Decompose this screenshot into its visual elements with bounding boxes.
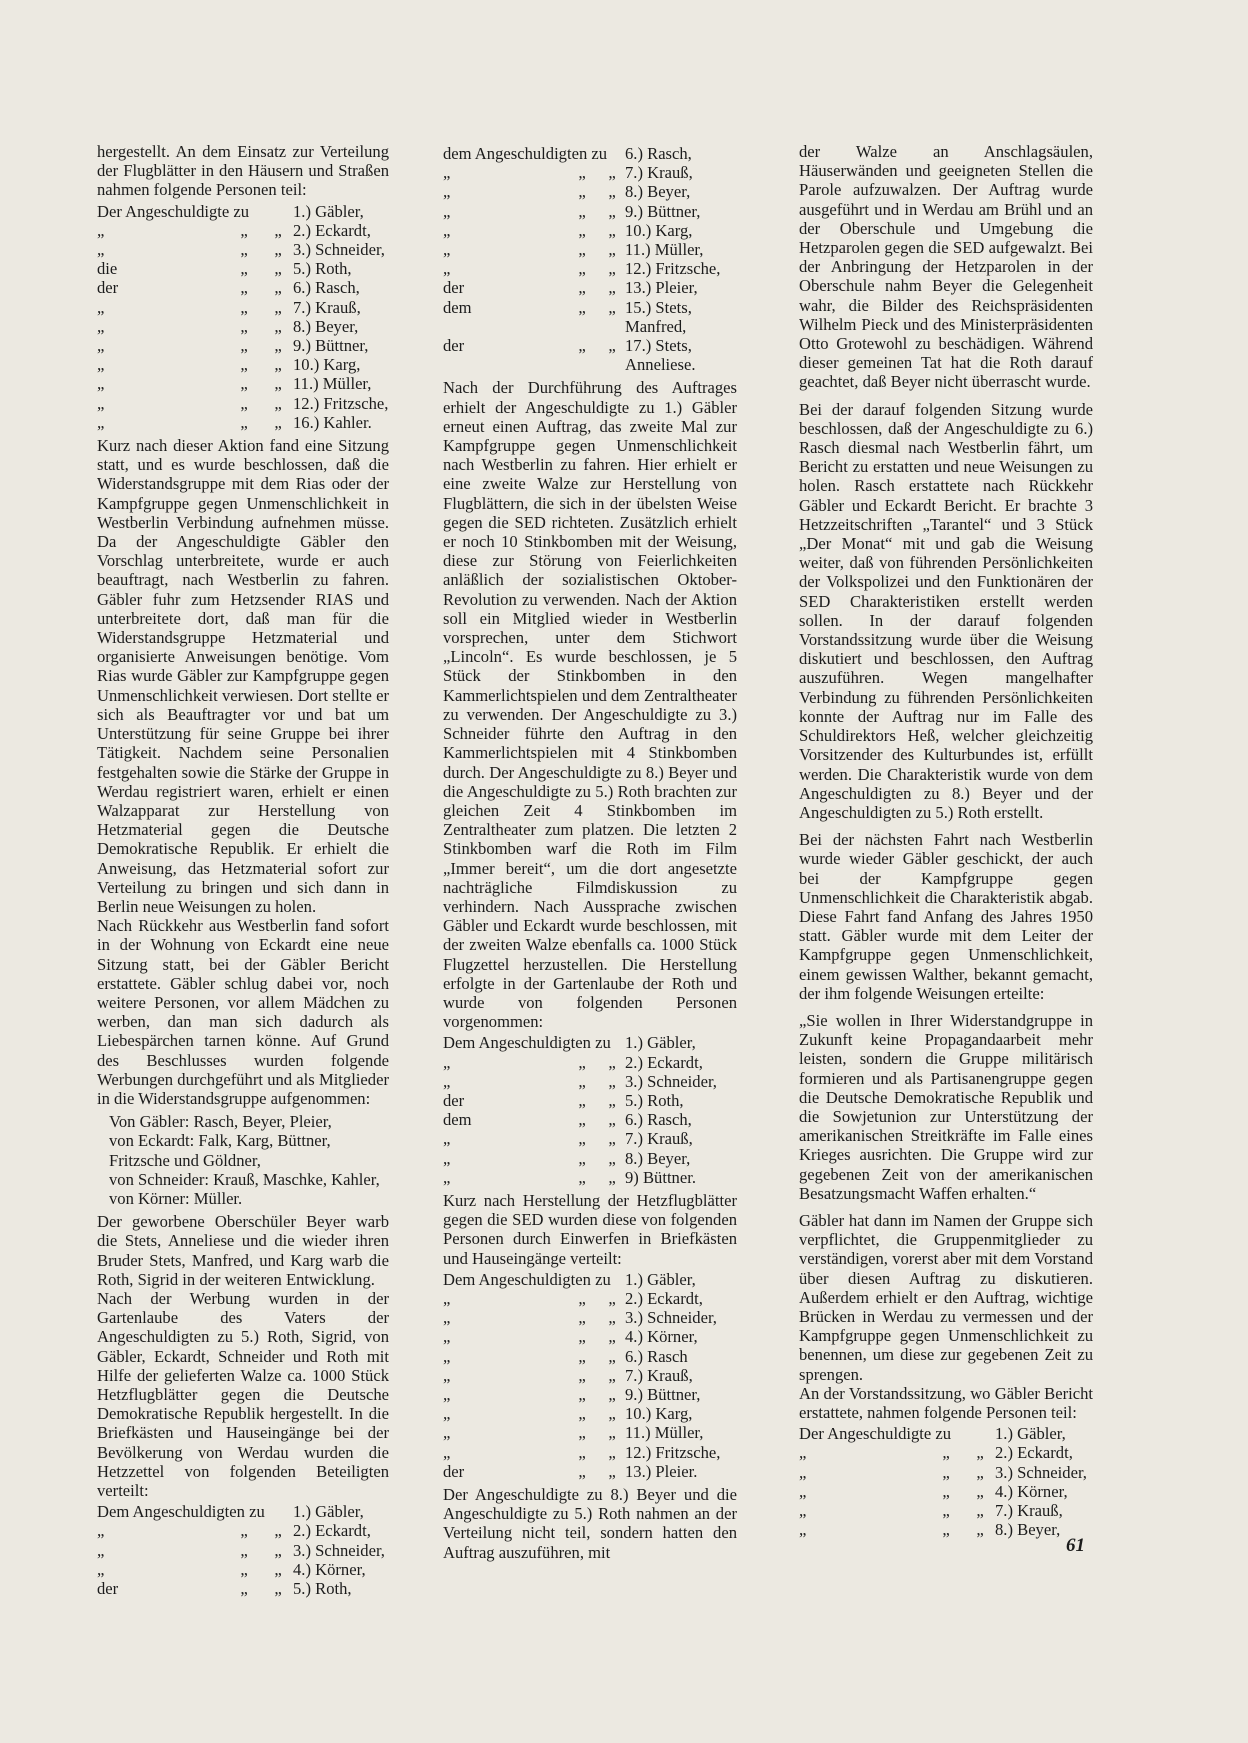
list-cell: die — [97, 259, 118, 279]
list-cell: „ — [608, 1167, 616, 1187]
list-row — [97, 1541, 389, 1560]
list-row — [97, 1521, 389, 1540]
list-cell: „ — [578, 1167, 586, 1187]
column-2 — [443, 142, 737, 1562]
list-cell: „ — [97, 220, 105, 240]
list-cell: „ — [274, 1521, 282, 1541]
list-row — [443, 163, 737, 182]
list-row — [443, 144, 737, 163]
list-cell: „ — [578, 1327, 586, 1347]
list-cell: „ — [942, 1481, 950, 1501]
person-name: 2.) Eckardt, — [293, 220, 371, 240]
list-cell: „ — [578, 1129, 586, 1149]
list-cell: „ — [443, 1423, 451, 1443]
list-cell: „ — [608, 1423, 616, 1443]
list-cell — [263, 1502, 293, 1521]
list-cell: „ — [578, 1404, 586, 1424]
list-row — [97, 278, 389, 297]
person-name: 7.) Krauß, — [293, 297, 361, 317]
list-cell: „ — [578, 336, 586, 356]
list-cell: „ — [274, 240, 282, 260]
list-cell — [599, 1270, 625, 1289]
person-name: 6.) Rasch, — [625, 144, 692, 163]
person-name: 8.) Beyer, — [995, 1520, 1061, 1540]
list-cell: „ — [443, 182, 451, 202]
list-cell: „ — [443, 1346, 451, 1366]
list-cell: „ — [97, 374, 105, 394]
list-cell: „ — [608, 1404, 616, 1424]
list-cell: dem Angeschuldigten zu — [443, 144, 608, 163]
paragraph: Bei der nächsten Fahrt nach Westberlin wurde wieder Gäbler geschickt, der auch bei der Kampfgruppe gegen Unmenschlichkeit die Charakteristik abgab. Diese Fahrt fand Anfang des Jahres 1950 statt. Gäbler wurde mit dem Leiter der Kampfgruppe gegen Unmenschlichkeit, einem gewissen Walther, bekannt gemacht, der ihm folgende Weisungen erteilte: — [799, 830, 1093, 1003]
list-row — [443, 1347, 737, 1366]
list-cell: „ — [240, 412, 248, 432]
list-row — [97, 259, 389, 278]
list-cell: „ — [976, 1501, 984, 1521]
list-cell: „ — [240, 1540, 248, 1560]
list-row — [443, 1129, 737, 1148]
person-name: 10.) Karg, — [625, 220, 693, 240]
list-cell: „ — [578, 1052, 586, 1072]
list-row — [799, 1501, 1093, 1520]
list-cell: „ — [443, 1327, 451, 1347]
list-cell: „ — [240, 259, 248, 279]
list-cell: „ — [274, 297, 282, 317]
list-row — [443, 1423, 737, 1442]
list-cell: „ — [799, 1520, 807, 1540]
list-cell: „ — [240, 1579, 248, 1599]
person-name: 5.) Roth, — [293, 259, 352, 279]
recruit-line: von Eckardt: Falk, Karg, Büttner, Fritzsche und Göldner, — [109, 1131, 331, 1170]
page-number: 61 — [1066, 1535, 1085, 1556]
list-cell: „ — [608, 1327, 616, 1347]
list-cell: „ — [578, 1288, 586, 1308]
list-cell: „ — [608, 1052, 616, 1072]
paragraph: Nach der Werbung wurden in der Gartenlaube des Vaters der Angeschuldigten zu 5.) Roth, Sigrid, von Gäbler, Eckardt, Schneider und Roth mit Hilfe der gelieferten Walze ca. 1000 Stück Hetzflugblätter gegen die Deutsche Demokratische Republik hergestellt. In die Briefkästen und Hauseingänge bei der Bevölkerung von Werdau wurden die Hetzzettel von folgenden Beteiligten verteilt: — [97, 1288, 389, 1501]
list-cell — [927, 1424, 965, 1443]
list-cell: „ — [578, 220, 586, 240]
person-name: 11.) Müller, — [625, 240, 704, 260]
list-cell: „ — [608, 1090, 616, 1110]
person-name: 8.) Beyer, — [293, 316, 359, 336]
list-cell: „ — [608, 259, 616, 279]
person-name: 3.) Schneider, — [293, 1540, 385, 1560]
list-cell — [225, 1502, 263, 1521]
list-cell — [565, 1270, 599, 1289]
list-cell: „ — [443, 1308, 451, 1328]
list-cell: „ — [608, 182, 616, 202]
list-cell: „ — [942, 1443, 950, 1463]
person-list — [799, 1424, 1093, 1539]
person-name: 8.) Beyer, — [625, 182, 691, 202]
list-cell: Dem Angeschuldigten zu — [443, 1269, 611, 1289]
list-row — [97, 336, 389, 355]
list-cell: „ — [443, 1404, 451, 1424]
person-list — [97, 1502, 389, 1598]
list-cell: „ — [942, 1462, 950, 1482]
person-name: 11.) Müller, — [625, 1423, 704, 1443]
list-cell: „ — [240, 240, 248, 260]
list-cell: „ — [274, 220, 282, 240]
list-row — [443, 1366, 737, 1385]
person-name: 1.) Gäbler, — [625, 1033, 696, 1053]
list-row — [799, 1482, 1093, 1501]
paragraph: Nach der Durchführung des Auftrages erhielt der Angeschuldigte zu 1.) Gäbler erneut einen Auftrag, das zweite Mal zur Kampfgruppe gegen Unmenschlichkeit nach Westberlin zu fahren. Hier erhielt er eine zweite Walze zur Herstellung von Flugblättern, die sich in der übelsten Weise gegen die SED richteten. Zusätzlich erhielt er noch 10 Stinkbomben mit der Weisung, diese zur Störung von Feierlichkeiten anläßlich der sozialistischen Oktober-Revolution zu verwenden. Nach der Aktion soll ein Mitglied wieder in Westberlin vorsprechen, unter dem Stichwort „Lincoln“. Es wurde beschlossen, je 5 Stück der Stinkbomben in den Kammerlichtspielen und dem Zentraltheater zu verwenden. Der Angeschuldigte zu 3.) Schneider führte den Auftrag in den Kammerlichtspielen mit 4 Stinkbomben durch. Der Angeschuldigte zu 8.) Beyer und die Angeschuldigte zu 5.) Roth brachten zur gleichen Zeit 4 Stinkbomben im Zentraltheater zum platzen. Die letzten 2 Stinkbomben warf die Roth im Film „Immer bereit“, um die dort angesetzte nachträgliche Filmdiskussion zu verhindern. Nach Aussprache zwischen Gäbler und Eckardt wurde beschlossen, mit der zweiten Walze ebenfalls ca. 1000 Stück Flugzettel herzustellen. Die Herstellung erfolgte in der Gartenlaube der Roth und wurde von folgenden Personen vorgenommen: — [443, 378, 737, 1032]
list-cell — [225, 202, 263, 221]
list-cell: „ — [274, 336, 282, 356]
list-cell: „ — [443, 1365, 451, 1385]
person-name: 9.) Büttner, — [625, 201, 701, 221]
paragraph: Kurz nach dieser Aktion fand eine Sitzung statt, und es wurde beschlossen, daß die Widerstandsgruppe mit dem Rias oder der Kampfgruppe gegen Unmenschlichkeit in Westberlin Verbindung aufnehmen müsse. Da der Angeschuldigte Gäbler den Vorschlag unterbreitete, wurde er auch beauftragt, nach Westberlin zu fahren. Gäbler fuhr zum Hetzsender RIAS und unterbreitete dort, daß man für die Widerstandsgruppe Hetzmaterial und organisierte Anweisungen benötige. Vom Rias wurde Gäbler zur Kampfgruppe gegen Unmenschlichkeit verwiesen. Dort stellte er sich als Beauftragter vor und bat um Unterstützung für seine Gruppe bei ihrer Tätigkeit. Nachdem seine Personalien festgehalten sowie die Stärke der Gruppe in Werdau registriert waren, erhielt er einen Walzapparat zur Herstellung von Hetzmaterial gegen die Deutsche Demokratische Republik. Er erhielt die Anweisung, das Hetzmaterial sofort zur Verteilung zu bringen und sich dann in Berlin neue Weisungen zu holen. — [97, 436, 389, 916]
list-row — [799, 1520, 1093, 1539]
list-cell: „ — [608, 278, 616, 298]
list-row — [97, 1579, 389, 1598]
list-cell: „ — [608, 1288, 616, 1308]
list-row — [443, 1289, 737, 1308]
person-name: 16.) Kahler. — [293, 412, 372, 432]
list-cell: „ — [976, 1443, 984, 1463]
list-row — [443, 355, 737, 374]
recruit-line: von Körner: Müller. — [109, 1188, 243, 1208]
list-cell: „ — [608, 1365, 616, 1385]
list-cell: „ — [608, 220, 616, 240]
person-name: 17.) Stets, — [625, 336, 692, 356]
person-name: 12.) Fritzsche, — [625, 1442, 721, 1462]
list-cell: „ — [578, 1442, 586, 1462]
list-cell: der — [97, 1579, 119, 1599]
paragraph: Gäbler hat dann im Namen der Gruppe sich verpflichtet, die Gruppenmitglieder zu verständigen, vorerst aber mit dem Vorstand über diesen Auftrag zu diskutieren. Außerdem erhielt er den Auftrag, wichtige Brücken in Werdau zu vermessen und der Kampfgruppe gegen Unmenschlichkeit zu benennen, um diese zur gegebenen Zeit zu sprengen. — [799, 1210, 1093, 1384]
list-cell: „ — [97, 1559, 105, 1579]
list-row — [443, 336, 737, 355]
paragraph: An der Vorstandssitzung, wo Gäbler Bericht erstattete, nahmen folgende Personen teil: — [799, 1383, 1093, 1422]
list-row — [443, 240, 737, 259]
person-name: 5.) Roth, — [625, 1090, 684, 1110]
list-cell: „ — [578, 1423, 586, 1443]
person-name: 1.) Gäbler, — [293, 201, 364, 221]
list-cell: „ — [799, 1443, 807, 1463]
list-row — [443, 1270, 737, 1289]
list-cell: „ — [240, 316, 248, 336]
list-cell — [443, 317, 565, 336]
list-cell: „ — [274, 1559, 282, 1579]
list-cell: „ — [443, 1385, 451, 1404]
list-cell: „ — [799, 1501, 807, 1521]
list-cell: „ — [799, 1462, 807, 1482]
list-cell: „ — [97, 393, 105, 413]
list-cell: „ — [578, 1365, 586, 1385]
list-cell: „ — [976, 1462, 984, 1482]
list-cell: „ — [608, 1071, 616, 1091]
person-name: 2.) Eckardt, — [995, 1443, 1073, 1463]
list-cell: „ — [240, 1559, 248, 1579]
list-cell: „ — [274, 393, 282, 413]
paragraph: Nach Rückkehr aus Westberlin fand sofort in der Wohnung von Eckardt eine neue Sitzung statt, bei der Gäbler Bericht erstattete. Gäbler schlug dabei vor, noch weitere Personen, vor allem Mädchen zu werben, dan man sich dadurch als Liebespärchen tarnen könne. Auf Grund des Beschlusses wurden folgende Werbungen durchgeführt und als Mitglieder in die Widerstandsgruppe aufgenommen: — [97, 916, 389, 1108]
person-name: 2.) Eckardt, — [625, 1288, 703, 1308]
list-cell: „ — [578, 278, 586, 298]
list-cell: „ — [608, 297, 616, 317]
list-cell: „ — [97, 1521, 105, 1541]
list-cell: „ — [240, 278, 248, 298]
list-row — [443, 1385, 737, 1404]
list-row — [443, 278, 737, 297]
list-cell: „ — [799, 1481, 807, 1501]
list-cell: „ — [443, 1071, 451, 1091]
list-cell: Dem Angeschuldigten zu — [443, 1033, 611, 1053]
list-cell: „ — [578, 1346, 586, 1366]
list-cell: „ — [608, 1110, 616, 1130]
list-row — [443, 1168, 737, 1187]
person-name: 5.) Roth, — [293, 1579, 352, 1599]
paragraph: Kurz nach Herstellung der Hetzflugblätter gegen die SED wurden diese von folgenden Personen durch Einwerfen in Briefkästen und Hauseingänge verteilt: — [443, 1190, 737, 1268]
recruit-line: von Schneider: Krauß, Maschke, Kahler, — [109, 1169, 380, 1189]
person-list — [443, 144, 737, 374]
list-cell: „ — [608, 1385, 616, 1404]
list-cell: der — [97, 278, 119, 298]
list-cell — [565, 317, 599, 336]
list-cell: „ — [942, 1501, 950, 1521]
person-name: 4.) Körner, — [625, 1327, 698, 1347]
list-cell: „ — [976, 1520, 984, 1540]
list-cell: der — [443, 278, 465, 298]
list-row — [97, 1560, 389, 1579]
person-name: 8.) Beyer, — [625, 1148, 691, 1168]
list-row — [443, 182, 737, 201]
person-name: 2.) Eckardt, — [625, 1052, 703, 1072]
list-cell: „ — [942, 1520, 950, 1540]
person-name: 1.) Gäbler, — [625, 1269, 696, 1289]
person-name: 9.) Büttner, — [625, 1385, 701, 1404]
person-name: 3.) Schneider, — [293, 240, 385, 260]
list-cell: „ — [97, 240, 105, 260]
list-cell: „ — [608, 240, 616, 260]
list-row — [97, 355, 389, 374]
list-cell: dem — [443, 297, 472, 317]
list-row — [443, 1443, 737, 1462]
person-name: 7.) Krauß, — [625, 1129, 693, 1149]
list-row — [97, 413, 389, 432]
list-row — [97, 221, 389, 240]
list-cell: „ — [97, 1540, 105, 1560]
person-name: 15.) Stets, — [625, 297, 692, 317]
list-cell: „ — [443, 240, 451, 260]
list-cell: Dem Angeschuldigten zu — [97, 1502, 265, 1522]
quote-paragraph: „Sie wollen in Ihrer Widerstandgruppe in Zukunft keine Propagandaarbeit mehr leisten, sondern die Gruppe militärisch formieren und als Partisanengruppe gegen die Deutsche Demokratische Republik und die Sowjetunion zur Unterstützung der amerikanischen Streitkräfte im Falle eines Krieges ausrichten. Die Gruppe wird zur gegebenen Zeit von der amerikanischen Besatzungsmacht Waffen erhalten.“ — [799, 1010, 1093, 1203]
list-cell: „ — [578, 259, 586, 279]
list-row — [443, 259, 737, 278]
list-cell: „ — [274, 278, 282, 298]
column-1 — [97, 142, 389, 1602]
person-name: 12.) Fritzsche, — [293, 393, 389, 413]
list-cell: „ — [274, 1540, 282, 1560]
list-row — [443, 202, 737, 221]
list-cell: der — [443, 1461, 465, 1481]
list-cell: „ — [274, 1579, 282, 1599]
list-cell: „ — [578, 182, 586, 202]
paragraph: hergestellt. An dem Einsatz zur Verteilung der Flugblätter in den Häusern und Straßen nahmen folgende Personen teil: — [97, 142, 389, 200]
list-cell: „ — [443, 1129, 451, 1149]
list-cell — [599, 1033, 625, 1052]
person-name: 3.) Schneider, — [625, 1071, 717, 1091]
list-cell — [565, 144, 599, 163]
person-name: 9.) Büttner, — [293, 336, 369, 356]
list-row — [97, 317, 389, 336]
list-cell: dem — [443, 1110, 472, 1130]
person-name: 13.) Pleier. — [625, 1461, 698, 1481]
person-name: 10.) Karg, — [625, 1404, 693, 1424]
list-cell — [965, 1424, 995, 1443]
list-row — [799, 1443, 1093, 1462]
list-cell — [565, 355, 599, 374]
recruit-line: Von Gäbler: Rasch, Beyer, Pleier, — [109, 1112, 332, 1132]
list-row — [799, 1424, 1093, 1443]
list-row — [97, 1502, 389, 1521]
column-3 — [799, 142, 1093, 1543]
list-row — [443, 1091, 737, 1110]
list-cell: „ — [97, 412, 105, 432]
list-cell: „ — [240, 1521, 248, 1541]
list-cell: „ — [240, 393, 248, 413]
list-row — [443, 1308, 737, 1327]
recruit-list — [109, 1112, 389, 1208]
list-row — [443, 1033, 737, 1052]
list-cell: „ — [578, 1385, 586, 1404]
person-name: 1.) Gäbler, — [995, 1424, 1066, 1444]
list-cell: „ — [608, 1129, 616, 1149]
list-cell: „ — [608, 1461, 616, 1481]
person-list — [443, 1033, 737, 1187]
person-list — [443, 1270, 737, 1481]
person-name: 6.) Rasch, — [625, 1110, 692, 1130]
list-row — [443, 298, 737, 317]
list-row — [443, 1072, 737, 1091]
list-row — [97, 394, 389, 413]
list-cell: „ — [240, 297, 248, 317]
list-cell: „ — [443, 1148, 451, 1168]
person-name: 2.) Eckardt, — [293, 1521, 371, 1541]
person-name: 7.) Krauß, — [625, 1365, 693, 1385]
list-cell: „ — [976, 1481, 984, 1501]
list-cell — [599, 355, 625, 374]
list-cell: „ — [443, 220, 451, 240]
paragraph: Der Angeschuldigte zu 8.) Beyer und die Angeschuldigte zu 5.) Roth nahmen an der Verteilung nicht teil, sondern hatten den Auftrag auszuführen, mit — [443, 1485, 737, 1562]
list-row — [443, 1110, 737, 1129]
list-cell: „ — [240, 374, 248, 394]
person-name: 4.) Körner, — [293, 1559, 366, 1579]
list-cell: „ — [578, 1071, 586, 1091]
list-cell — [565, 1033, 599, 1052]
list-cell — [443, 355, 565, 374]
person-name: 3.) Schneider, — [625, 1308, 717, 1328]
list-cell: „ — [578, 1110, 586, 1130]
list-cell: „ — [443, 1288, 451, 1308]
list-cell: „ — [578, 240, 586, 260]
list-cell: „ — [240, 355, 248, 375]
list-cell: „ — [578, 201, 586, 221]
list-cell: der — [443, 336, 465, 356]
list-cell: „ — [608, 1442, 616, 1462]
list-cell: „ — [608, 1346, 616, 1366]
list-row — [97, 202, 389, 221]
list-cell: „ — [608, 1148, 616, 1168]
list-row — [799, 1463, 1093, 1482]
list-cell: „ — [443, 201, 451, 221]
list-cell: „ — [274, 412, 282, 432]
paragraph: Der geworbene Oberschüler Beyer warb die Stets, Anneliese und die wieder ihren Bruder Stets, Manfred, und Karg warb die Roth, Sigrid in der weiteren Entwicklung. — [97, 1212, 389, 1289]
list-cell: „ — [578, 1090, 586, 1110]
list-cell: „ — [578, 163, 586, 183]
person-name: 9) Büttner. — [625, 1167, 696, 1187]
list-cell — [263, 202, 293, 221]
person-name: Anneliese. — [625, 355, 696, 375]
list-cell: „ — [443, 259, 451, 279]
list-cell: der — [443, 1090, 465, 1110]
list-row — [97, 298, 389, 317]
paragraph: der Walze an Anschlagsäulen, Häuserwänden und geeigneten Stellen die Parole aufzuwalzen. Der Auftrag wurde ausgeführt und in Werdau am Brühl und an der Oberschule und Umgebung die Hetzparolen gegen die SED aufgewalzt. Bei der Anbringung der Hetzparolen in der Oberschule nahm Beyer die Gelegenheit wahr, die Bilder des Reichspräsidenten Wilhelm Pieck und des Ministerpräsidenten Otto Grotewohl zu beschädigen. Während dieser gemeinen Tat hat die Roth darauf geachtet, daß Beyer nicht überrascht wurde. — [799, 142, 1093, 392]
list-cell: Der Angeschuldigte zu — [799, 1424, 952, 1444]
paragraph: Bei der darauf folgenden Sitzung wurde beschlossen, daß der Angeschuldigte zu 6.) Rasch diesmal nach Westberlin fährt, um Bericht zu erstatten und neue Weisungen zu holen. Rasch erstattete nach Rückkehr Gäbler und Eckardt Bericht. Er brachte 3 Hetzzeitschriften „Tarantel“ und 3 Stück „Der Monat“ mit und gab die Weisung weiter, daß von führenden Persönlichkeiten der Volkspolizei und den Funktionären der SED Charakteristiken erstellt werden sollen. In der darauf folgenden Vorstandssitzung wurde über die Weisung diskutiert und beschlossen, den Auftrag auszuführen. Wegen mangelhafter Verbindung zu führenden Persönlichkeiten konnte der Auftrag nur im Falle des Schuldirektors Heß, welcher gleichzeitig Vorsitzender des Kulturbundes ist, erfüllt werden. Die Charakteristik wurde von dem Angeschuldigten zu 8.) Beyer und der Angeschuldigten zu 5.) Roth erstellt. — [799, 399, 1093, 822]
person-name: 6.) Rasch, — [293, 278, 360, 298]
list-cell: „ — [274, 374, 282, 394]
list-cell: „ — [97, 336, 105, 356]
list-cell: „ — [578, 1308, 586, 1328]
list-row — [443, 1149, 737, 1168]
list-cell: „ — [608, 163, 616, 183]
list-cell: „ — [578, 1461, 586, 1481]
list-row — [443, 1462, 737, 1481]
list-cell: „ — [274, 316, 282, 336]
list-cell — [599, 317, 625, 336]
person-name: 7.) Krauß, — [995, 1501, 1063, 1521]
list-cell: „ — [608, 1308, 616, 1328]
list-cell: „ — [608, 336, 616, 356]
person-name: 3.) Schneider, — [995, 1462, 1087, 1482]
list-cell: „ — [443, 163, 451, 183]
list-row — [443, 1404, 737, 1423]
list-cell: „ — [240, 220, 248, 240]
list-row — [97, 374, 389, 393]
list-cell: „ — [443, 1052, 451, 1072]
person-name: Manfred, — [625, 316, 687, 336]
list-cell: „ — [608, 201, 616, 221]
list-cell — [599, 144, 625, 163]
list-row — [443, 221, 737, 240]
list-cell: „ — [274, 355, 282, 375]
person-name: 4.) Körner, — [995, 1481, 1068, 1501]
list-row — [443, 1053, 737, 1072]
list-row — [443, 1327, 737, 1346]
list-cell: „ — [240, 336, 248, 356]
person-name: 13.) Pleier, — [625, 278, 698, 298]
list-cell: „ — [443, 1442, 451, 1462]
list-cell: „ — [274, 259, 282, 279]
list-cell: „ — [97, 355, 105, 375]
person-name: 10.) Karg, — [293, 355, 361, 375]
person-name: 12.) Fritzsche, — [625, 259, 721, 279]
list-cell: „ — [443, 1167, 451, 1187]
list-cell: „ — [97, 316, 105, 336]
person-name: 11.) Müller, — [293, 374, 372, 394]
list-row — [97, 240, 389, 259]
list-cell: „ — [578, 297, 586, 317]
list-row — [443, 317, 737, 336]
person-name: 6.) Rasch — [625, 1346, 688, 1366]
list-cell: Der Angeschuldigte zu — [97, 201, 250, 221]
person-name: 1.) Gäbler, — [293, 1502, 364, 1522]
person-list — [97, 202, 389, 432]
list-cell: „ — [578, 1148, 586, 1168]
person-name: 7.) Krauß, — [625, 163, 693, 183]
list-cell: „ — [97, 297, 105, 317]
